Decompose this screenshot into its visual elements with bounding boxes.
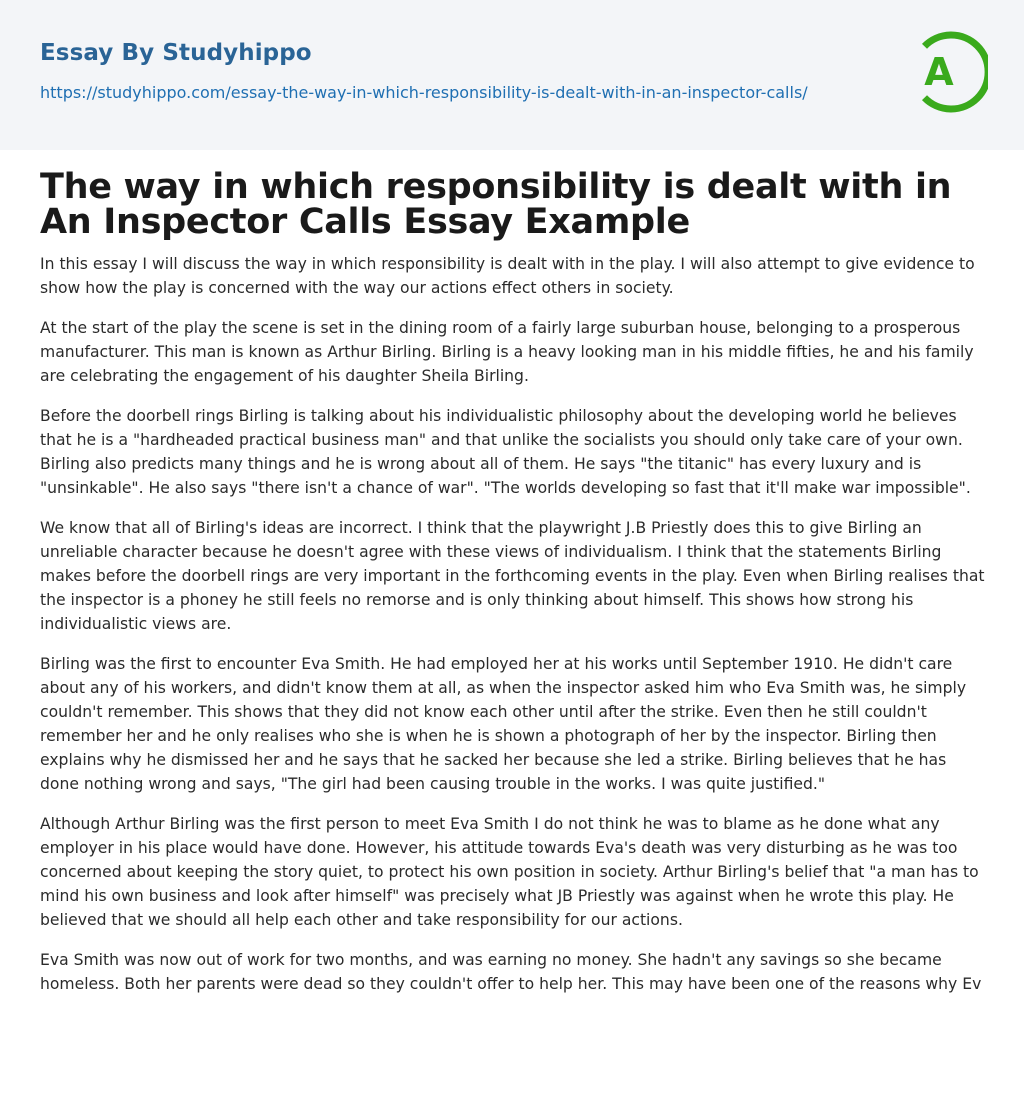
essay-paragraph: At the start of the play the scene is set in the dining room of a fairly large suburban house, belonging to a prosperous manufacturer. This man is known as Arthur Birling. Birling is a heavy looking man in his middle fifties, he and his family are celebrating the engagement of his daughter Sheila Birling. xyxy=(40,319,974,385)
svg-text:A: A xyxy=(924,50,954,94)
site-brand[interactable]: Essay By Studyhippo xyxy=(40,40,312,66)
studyhippo-logo-icon[interactable] xyxy=(910,28,988,116)
essay-paragraph: We know that all of Birling's ideas are incorrect. I think that the playwright J.B Priestly does this to give Birling an unreliable character because he doesn't agree with these views of individualism. I think that the statements Birling makes before the doorbell rings are very important in the forthcoming events in the play. Even when Birling realises that the inspector is a phoney he still feels no remorse and is only thinking about himself. This shows how strong his individualistic views are. xyxy=(40,519,985,633)
essay-paragraph: Before the doorbell rings Birling is talking about his individualistic philosophy about the developing world he believes that he is a "hardheaded practical business man" and that unlike the socialists you should only take care of your own. Birling also predicts many things and he is wrong about all of them. He says "the titanic" has every luxury and is "unsinkable". He also says "there isn't a chance of war". "The worlds developing so fast that it'll make war impossible". xyxy=(40,407,971,497)
essay-paragraph: In this essay I will discuss the way in which responsibility is dealt with in the play. I will also attempt to give evidence to show how the play is concerned with the way our actions effect others in society. xyxy=(40,255,975,297)
source-url-link[interactable]: https://studyhippo.com/essay-the-way-in-which-responsibility-is-dealt-with-in-an-inspector-calls/ xyxy=(40,83,808,102)
essay-paragraph: Eva Smith was now out of work for two months, and was earning no money. She hadn't any savings so she became homeless. Both her parents were dead so they couldn't offer to help her. This may have been one of the reasons why Ev xyxy=(40,951,982,993)
site-header xyxy=(0,0,1024,150)
essay-paragraph: Birling was the first to encounter Eva Smith. He had employed her at his works until September 1910. He didn't care about any of his workers, and didn't know them at all, as when the inspector asked him who Eva Smith was, he simply couldn't remember. This shows that they did not know each other until after the strike. Even then he still couldn't remember her and he only realises who she is when he is shown a photograph of her by the inspector. Birling then explains why he dismissed her and he says that he sacked her because she led a strike. Birling believes that he has done nothing wrong and says, "The girl had been causing trouble in the works. I was quite justified." xyxy=(40,655,967,793)
essay-title: The way in which responsibility is dealt with in An Inspector Calls Essay Example xyxy=(40,167,952,242)
essay-paragraph: Although Arthur Birling was the first person to meet Eva Smith I do not think he was to blame as he done what any employer in his place would have done. However, his attitude towards Eva's death was very disturbing as he was too concerned about keeping the story quiet, to protect his own position in society. Arthur Birling's belief that "a man has to mind his own business and look after himself" was precisely what JB Priestly was against when he wrote this play. He believed that we should all help each other and take responsibility for our actions. xyxy=(40,815,979,929)
essay-content xyxy=(40,167,988,1012)
